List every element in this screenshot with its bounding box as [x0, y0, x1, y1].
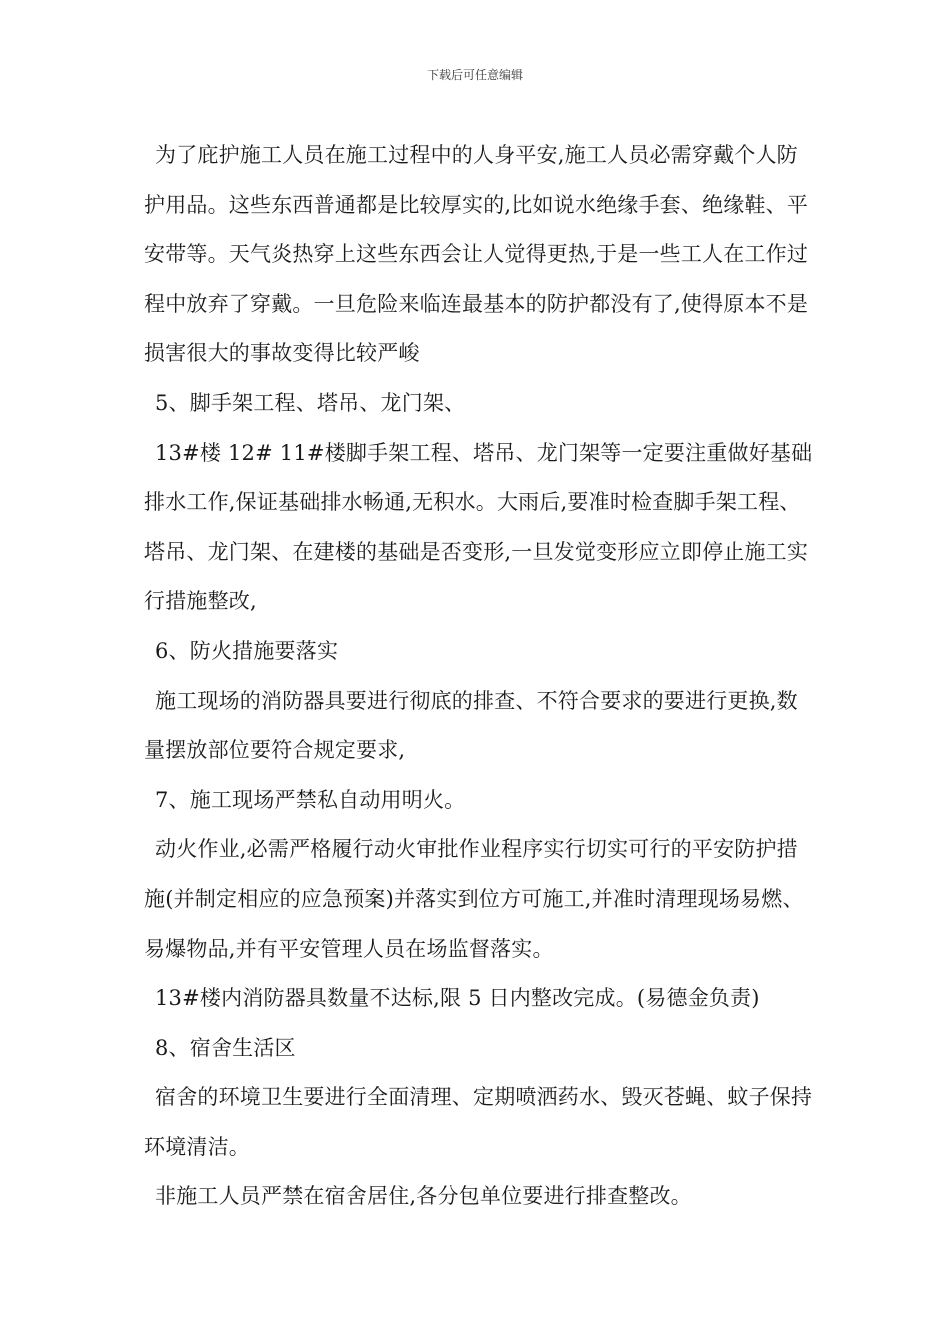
paragraph-protective-equipment: 为了庇护施工人员在施工过程中的人身平安,施工人员必需穿戴个人防护用品。这些东西普通都是比较厚实的,比如说水绝缘手套、绝缘鞋、平安带等。天气炎热穿上这些东西会让人觉得更热,于是一些工人在工作过程中放弃了穿戴。一旦危险来临连最基本的防护都没有了,使得原本不是损害很大的事故变得比较严峻: [144, 143, 809, 366]
paragraph-scaffolding-drainage: 13#楼 12# 11#楼脚手架工程、塔吊、龙门架等一定要注重做好基础排水工作,保证基础排水畅通,无积水。大雨后,要准时检查脚手架工程、塔吊、龙门架、在建楼的基础是否变形,一旦发觉变形应立即停止施工实行措施整改,: [144, 440, 813, 614]
paragraph-building13-fire-equipment: 13#楼内消防器具数量不达标,限 5 日内整改完成。(易德金负责): [155, 986, 760, 1011]
paragraph-dormitory-hygiene: 宿舍的环境卫生要进行全面清理、定期喷洒药水、毁灭苍蝇、蚊子保持环境清洁。: [144, 1085, 813, 1159]
section-heading-fire-prevention: 6、防火措施要落实: [155, 638, 339, 663]
section-heading-scaffolding: 5、脚手架工程、塔吊、龙门架、: [155, 390, 466, 415]
section-heading-open-flame: 7、施工现场严禁私自动用明火。: [155, 787, 466, 812]
page-header-note: 下载后可任意编辑: [426, 68, 523, 82]
paragraph-dormitory-residence: 非施工人员严禁在宿舍居住,各分包单位要进行排查整改。: [155, 1184, 692, 1209]
section-heading-dormitory: 8、宿舍生活区: [155, 1035, 296, 1060]
document-body: [144, 131, 816, 1222]
paragraph-hot-work: 动火作业,必需严格履行动火审批作业程序实行切实可行的平安防护措施(并制定相应的应急预案)并落实到位方可施工,并准时清理现场易燃、易爆物品,并有平安管理人员在场监督落实。: [144, 837, 804, 961]
paragraph-fire-equipment: 施工现场的消防器具要进行彻底的排查、不符合要求的要进行更换,数量摆放部位要符合规定要求,: [144, 688, 798, 763]
